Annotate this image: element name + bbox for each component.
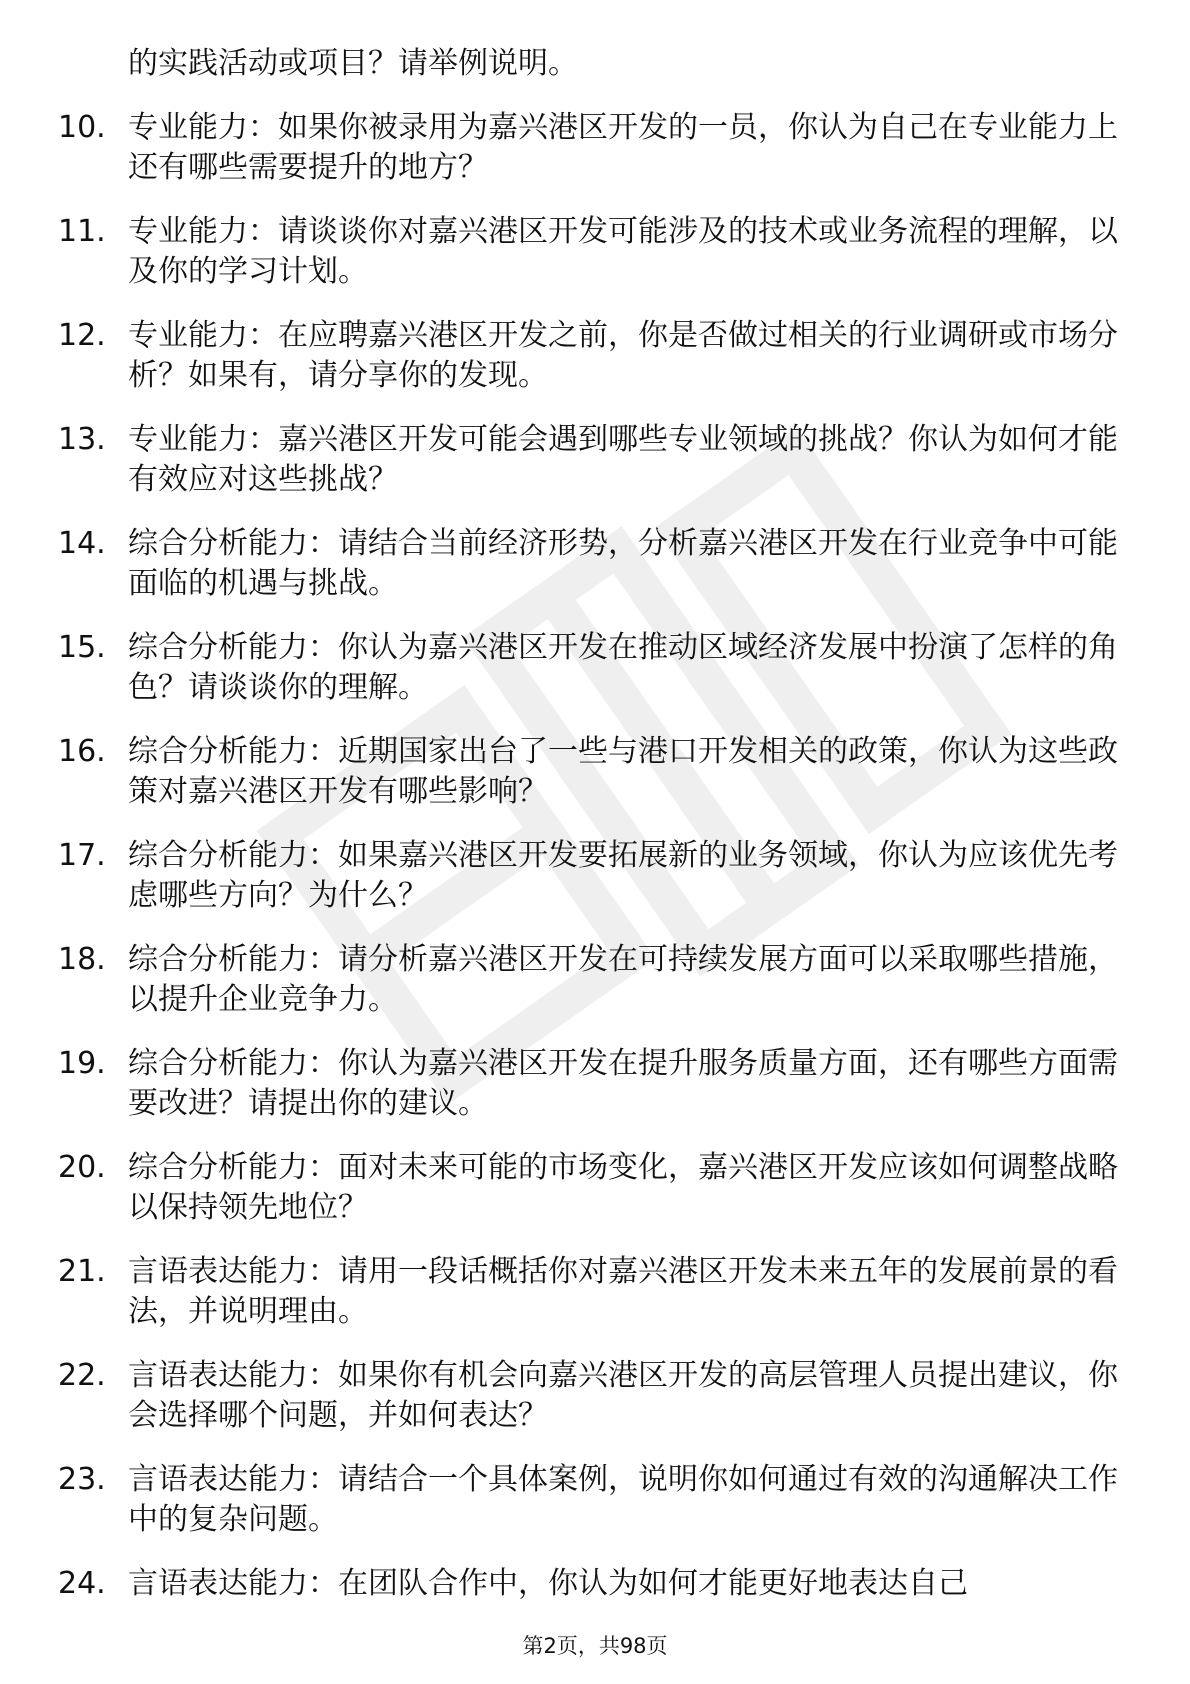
question-text: 综合分析能力：你认为嘉兴港区开发在提升服务质量方面，还有哪些方面需要改进？请提出你的建议。: [128, 1046, 1118, 1121]
question-text: 专业能力：嘉兴港区开发可能会遇到哪些专业领域的挑战？你认为如何才能有效应对这些挑战？: [128, 422, 1118, 497]
question-number: 10.: [58, 110, 106, 145]
question-text: 专业能力：在应聘嘉兴港区开发之前，你是否做过相关的行业调研或市场分析？如果有，请分享你的发现。: [128, 318, 1118, 393]
question-number: 21.: [58, 1254, 106, 1289]
question-text: 言语表达能力：如果你有机会向嘉兴港区开发的高层管理人员提出建议，你会选择哪个问题，并如何表达？: [128, 1358, 1118, 1433]
question-text: 综合分析能力：请分析嘉兴港区开发在可持续发展方面可以采取哪些措施，以提升企业竞争力。: [128, 942, 1118, 1017]
question-text: 言语表达能力：请结合一个具体案例，说明你如何通过有效的沟通解决工作中的复杂问题。: [128, 1462, 1118, 1537]
question-item: [0, 1356, 1190, 1436]
question-text: 综合分析能力：面对未来可能的市场变化，嘉兴港区开发应该如何调整战略以保持领先地位？: [128, 1150, 1118, 1225]
question-item: [0, 628, 1190, 708]
question-number: 16.: [58, 734, 106, 769]
question-number: 11.: [58, 214, 106, 249]
question-text: 专业能力：如果你被录用为嘉兴港区开发的一员，你认为自己在专业能力上还有哪些需要提升的地方？: [128, 110, 1118, 185]
question-text: 言语表达能力：在团队合作中，你认为如何才能更好地表达自己: [128, 1566, 968, 1601]
question-number: 24.: [58, 1566, 106, 1601]
question-item: [0, 732, 1190, 812]
question-text: 专业能力：请谈谈你对嘉兴港区开发可能涉及的技术或业务流程的理解，以及你的学习计划。: [128, 214, 1118, 289]
question-number: 18.: [58, 942, 106, 977]
question-number: 19.: [58, 1046, 106, 1081]
question-text: 言语表达能力：请用一段话概括你对嘉兴港区开发未来五年的发展前景的看法，并说明理由。: [128, 1254, 1118, 1329]
continuation-text: 的实践活动或项目？请举例说明。: [128, 46, 578, 81]
question-number: 14.: [58, 526, 106, 561]
question-number: 15.: [58, 630, 106, 665]
question-text: 综合分析能力：近期国家出台了一些与港口开发相关的政策，你认为这些政策对嘉兴港区开发有哪些影响？: [128, 734, 1118, 809]
question-item: [0, 836, 1190, 916]
question-item: [0, 316, 1190, 396]
question-list: [0, 44, 1190, 1668]
page-number-footer: 第2页，共98页: [522, 1634, 668, 1658]
question-item: [0, 1148, 1190, 1228]
question-number: 13.: [58, 422, 106, 457]
question-text: 综合分析能力：如果嘉兴港区开发要拓展新的业务领域，你认为应该优先考虑哪些方向？为什么？: [128, 838, 1118, 913]
question-item: [0, 212, 1190, 292]
question-number: 20.: [58, 1150, 106, 1185]
question-item: [0, 1044, 1190, 1124]
question-number: 12.: [58, 318, 106, 353]
question-text: 综合分析能力：请结合当前经济形势，分析嘉兴港区开发在行业竞争中可能面临的机遇与挑战。: [128, 526, 1118, 601]
question-number: 17.: [58, 838, 106, 873]
question-number: 22.: [58, 1358, 106, 1393]
question-item: [0, 108, 1190, 188]
question-item: [0, 420, 1190, 500]
question-item: [0, 940, 1190, 1020]
question-item: [0, 1252, 1190, 1332]
question-number: 23.: [58, 1462, 106, 1497]
question-text: 综合分析能力：你认为嘉兴港区开发在推动区域经济发展中扮演了怎样的角色？请谈谈你的理解。: [128, 630, 1118, 705]
question-item: [0, 1460, 1190, 1540]
question-item: [0, 524, 1190, 604]
